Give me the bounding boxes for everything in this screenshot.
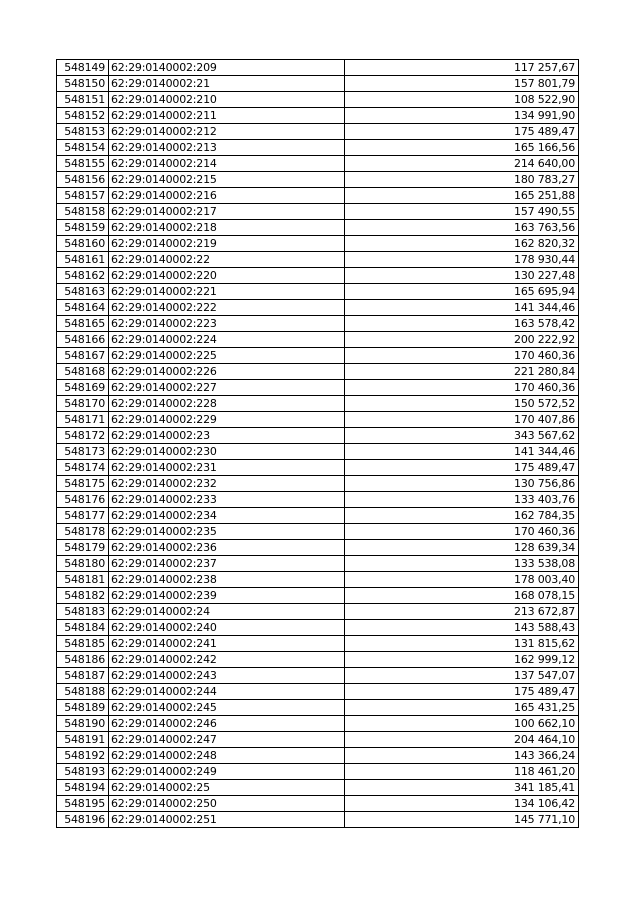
table-body — [57, 60, 579, 828]
row-id-cell: 548171 — [57, 412, 109, 428]
cadastral-number-cell: 62:29:0140002:234 — [109, 508, 345, 524]
cadastral-value-cell: 133 538,08 — [345, 556, 579, 572]
cadastral-value-cell: 157 490,55 — [345, 204, 579, 220]
row-id-cell: 548181 — [57, 572, 109, 588]
table-row — [57, 412, 579, 428]
cadastral-value-cell: 150 572,52 — [345, 396, 579, 412]
cadastral-value-cell: 141 344,46 — [345, 300, 579, 316]
row-id-cell: 548165 — [57, 316, 109, 332]
cadastral-number-cell: 62:29:0140002:237 — [109, 556, 345, 572]
cadastral-number-cell: 62:29:0140002:223 — [109, 316, 345, 332]
row-id-cell: 548151 — [57, 92, 109, 108]
cadastral-number-cell: 62:29:0140002:219 — [109, 236, 345, 252]
row-id-cell: 548162 — [57, 268, 109, 284]
table-row — [57, 300, 579, 316]
row-id-cell: 548184 — [57, 620, 109, 636]
cadastral-number-cell: 62:29:0140002:242 — [109, 652, 345, 668]
row-id-cell: 548187 — [57, 668, 109, 684]
table-row — [57, 796, 579, 812]
row-id-cell: 548177 — [57, 508, 109, 524]
table-row — [57, 444, 579, 460]
cadastral-value-cell: 214 640,00 — [345, 156, 579, 172]
table-row — [57, 204, 579, 220]
cadastral-value-cell: 165 695,94 — [345, 284, 579, 300]
cadastral-number-cell: 62:29:0140002:25 — [109, 780, 345, 796]
row-id-cell: 548178 — [57, 524, 109, 540]
cadastral-value-cell: 133 403,76 — [345, 492, 579, 508]
row-id-cell: 548156 — [57, 172, 109, 188]
table-row — [57, 172, 579, 188]
table-row — [57, 220, 579, 236]
cadastral-value-cell: 170 460,36 — [345, 524, 579, 540]
cadastral-value-cell: 200 222,92 — [345, 332, 579, 348]
table-row — [57, 684, 579, 700]
cadastral-value-cell: 165 431,25 — [345, 700, 579, 716]
row-id-cell: 548168 — [57, 364, 109, 380]
table-row — [57, 76, 579, 92]
table-row — [57, 316, 579, 332]
cadastral-number-cell: 62:29:0140002:229 — [109, 412, 345, 428]
cadastral-value-cell: 134 106,42 — [345, 796, 579, 812]
table-row — [57, 540, 579, 556]
cadastral-value-cell: 175 489,47 — [345, 684, 579, 700]
cadastral-number-cell: 62:29:0140002:226 — [109, 364, 345, 380]
row-id-cell: 548154 — [57, 140, 109, 156]
row-id-cell: 548150 — [57, 76, 109, 92]
row-id-cell: 548149 — [57, 60, 109, 76]
cadastral-number-cell: 62:29:0140002:244 — [109, 684, 345, 700]
table-row — [57, 364, 579, 380]
row-id-cell: 548192 — [57, 748, 109, 764]
cadastral-value-cell: 130 756,86 — [345, 476, 579, 492]
row-id-cell: 548188 — [57, 684, 109, 700]
row-id-cell: 548180 — [57, 556, 109, 572]
table-row — [57, 236, 579, 252]
table-row — [57, 668, 579, 684]
cadastral-number-cell: 62:29:0140002:215 — [109, 172, 345, 188]
table-row — [57, 524, 579, 540]
table-row — [57, 92, 579, 108]
table-row — [57, 60, 579, 76]
cadastral-value-cell: 165 251,88 — [345, 188, 579, 204]
row-id-cell: 548195 — [57, 796, 109, 812]
cadastral-number-cell: 62:29:0140002:236 — [109, 540, 345, 556]
cadastral-value-table — [56, 59, 579, 828]
cadastral-value-cell: 213 672,87 — [345, 604, 579, 620]
cadastral-number-cell: 62:29:0140002:235 — [109, 524, 345, 540]
table-row — [57, 140, 579, 156]
cadastral-value-cell: 143 366,24 — [345, 748, 579, 764]
table-row — [57, 252, 579, 268]
cadastral-number-cell: 62:29:0140002:239 — [109, 588, 345, 604]
cadastral-value-cell: 128 639,34 — [345, 540, 579, 556]
cadastral-number-cell: 62:29:0140002:228 — [109, 396, 345, 412]
table-row — [57, 812, 579, 828]
cadastral-value-cell: 162 784,35 — [345, 508, 579, 524]
cadastral-value-cell: 117 257,67 — [345, 60, 579, 76]
table-row — [57, 572, 579, 588]
cadastral-number-cell: 62:29:0140002:221 — [109, 284, 345, 300]
row-id-cell: 548157 — [57, 188, 109, 204]
table-row — [57, 556, 579, 572]
row-id-cell: 548175 — [57, 476, 109, 492]
row-id-cell: 548167 — [57, 348, 109, 364]
cadastral-value-cell: 162 999,12 — [345, 652, 579, 668]
table-row — [57, 764, 579, 780]
cadastral-number-cell: 62:29:0140002:240 — [109, 620, 345, 636]
row-id-cell: 548172 — [57, 428, 109, 444]
row-id-cell: 548176 — [57, 492, 109, 508]
cadastral-number-cell: 62:29:0140002:211 — [109, 108, 345, 124]
cadastral-value-cell: 341 185,41 — [345, 780, 579, 796]
row-id-cell: 548173 — [57, 444, 109, 460]
table-row — [57, 716, 579, 732]
row-id-cell: 548166 — [57, 332, 109, 348]
cadastral-value-cell: 137 547,07 — [345, 668, 579, 684]
cadastral-number-cell: 62:29:0140002:245 — [109, 700, 345, 716]
cadastral-value-cell: 168 078,15 — [345, 588, 579, 604]
table-row — [57, 748, 579, 764]
cadastral-number-cell: 62:29:0140002:247 — [109, 732, 345, 748]
table-row — [57, 284, 579, 300]
row-id-cell: 548194 — [57, 780, 109, 796]
cadastral-number-cell: 62:29:0140002:249 — [109, 764, 345, 780]
cadastral-value-cell: 131 815,62 — [345, 636, 579, 652]
row-id-cell: 548160 — [57, 236, 109, 252]
row-id-cell: 548174 — [57, 460, 109, 476]
cadastral-value-cell: 178 003,40 — [345, 572, 579, 588]
row-id-cell: 548185 — [57, 636, 109, 652]
row-id-cell: 548183 — [57, 604, 109, 620]
cadastral-number-cell: 62:29:0140002:251 — [109, 812, 345, 828]
cadastral-value-cell: 143 588,43 — [345, 620, 579, 636]
table-row — [57, 604, 579, 620]
cadastral-value-cell: 170 460,36 — [345, 348, 579, 364]
cadastral-number-cell: 62:29:0140002:224 — [109, 332, 345, 348]
cadastral-value-cell: 162 820,32 — [345, 236, 579, 252]
cadastral-number-cell: 62:29:0140002:213 — [109, 140, 345, 156]
cadastral-value-cell: 170 407,86 — [345, 412, 579, 428]
cadastral-value-cell: 141 344,46 — [345, 444, 579, 460]
row-id-cell: 548152 — [57, 108, 109, 124]
table-row — [57, 620, 579, 636]
table-row — [57, 348, 579, 364]
cadastral-value-cell: 170 460,36 — [345, 380, 579, 396]
cadastral-number-cell: 62:29:0140002:222 — [109, 300, 345, 316]
row-id-cell: 548169 — [57, 380, 109, 396]
row-id-cell: 548158 — [57, 204, 109, 220]
cadastral-number-cell: 62:29:0140002:22 — [109, 252, 345, 268]
cadastral-number-cell: 62:29:0140002:217 — [109, 204, 345, 220]
table-row — [57, 732, 579, 748]
cadastral-value-cell: 163 578,42 — [345, 316, 579, 332]
cadastral-number-cell: 62:29:0140002:225 — [109, 348, 345, 364]
cadastral-number-cell: 62:29:0140002:233 — [109, 492, 345, 508]
row-id-cell: 548182 — [57, 588, 109, 604]
cadastral-number-cell: 62:29:0140002:246 — [109, 716, 345, 732]
cadastral-number-cell: 62:29:0140002:21 — [109, 76, 345, 92]
cadastral-number-cell: 62:29:0140002:248 — [109, 748, 345, 764]
row-id-cell: 548153 — [57, 124, 109, 140]
table-row — [57, 396, 579, 412]
cadastral-value-cell: 175 489,47 — [345, 460, 579, 476]
table-row — [57, 508, 579, 524]
cadastral-value-cell: 157 801,79 — [345, 76, 579, 92]
cadastral-number-cell: 62:29:0140002:216 — [109, 188, 345, 204]
cadastral-value-cell: 108 522,90 — [345, 92, 579, 108]
row-id-cell: 548193 — [57, 764, 109, 780]
row-id-cell: 548191 — [57, 732, 109, 748]
row-id-cell: 548190 — [57, 716, 109, 732]
cadastral-value-cell: 163 763,56 — [345, 220, 579, 236]
cadastral-value-cell: 100 662,10 — [345, 716, 579, 732]
cadastral-number-cell: 62:29:0140002:220 — [109, 268, 345, 284]
cadastral-number-cell: 62:29:0140002:210 — [109, 92, 345, 108]
row-id-cell: 548186 — [57, 652, 109, 668]
cadastral-value-cell: 221 280,84 — [345, 364, 579, 380]
table-row — [57, 124, 579, 140]
table-row — [57, 652, 579, 668]
row-id-cell: 548163 — [57, 284, 109, 300]
cadastral-number-cell: 62:29:0140002:218 — [109, 220, 345, 236]
row-id-cell: 548170 — [57, 396, 109, 412]
table-row — [57, 476, 579, 492]
cadastral-value-cell: 134 991,90 — [345, 108, 579, 124]
cadastral-number-cell: 62:29:0140002:231 — [109, 460, 345, 476]
cadastral-value-cell: 178 930,44 — [345, 252, 579, 268]
table-row — [57, 108, 579, 124]
cadastral-value-cell: 204 464,10 — [345, 732, 579, 748]
table-row — [57, 332, 579, 348]
table-row — [57, 460, 579, 476]
row-id-cell: 548179 — [57, 540, 109, 556]
cadastral-number-cell: 62:29:0140002:212 — [109, 124, 345, 140]
table-row — [57, 380, 579, 396]
cadastral-value-cell: 175 489,47 — [345, 124, 579, 140]
table-row — [57, 588, 579, 604]
cadastral-number-cell: 62:29:0140002:24 — [109, 604, 345, 620]
cadastral-number-cell: 62:29:0140002:241 — [109, 636, 345, 652]
table-row — [57, 268, 579, 284]
table-row — [57, 492, 579, 508]
cadastral-number-cell: 62:29:0140002:227 — [109, 380, 345, 396]
cadastral-number-cell: 62:29:0140002:23 — [109, 428, 345, 444]
cadastral-value-cell: 343 567,62 — [345, 428, 579, 444]
table-row — [57, 780, 579, 796]
table-row — [57, 188, 579, 204]
cadastral-value-cell: 180 783,27 — [345, 172, 579, 188]
row-id-cell: 548155 — [57, 156, 109, 172]
cadastral-value-cell: 145 771,10 — [345, 812, 579, 828]
cadastral-value-cell: 165 166,56 — [345, 140, 579, 156]
cadastral-value-cell: 130 227,48 — [345, 268, 579, 284]
cadastral-value-cell: 118 461,20 — [345, 764, 579, 780]
row-id-cell: 548189 — [57, 700, 109, 716]
cadastral-number-cell: 62:29:0140002:230 — [109, 444, 345, 460]
cadastral-number-cell: 62:29:0140002:238 — [109, 572, 345, 588]
cadastral-number-cell: 62:29:0140002:209 — [109, 60, 345, 76]
row-id-cell: 548159 — [57, 220, 109, 236]
table-row — [57, 636, 579, 652]
row-id-cell: 548161 — [57, 252, 109, 268]
cadastral-number-cell: 62:29:0140002:232 — [109, 476, 345, 492]
row-id-cell: 548164 — [57, 300, 109, 316]
table-row — [57, 156, 579, 172]
cadastral-number-cell: 62:29:0140002:214 — [109, 156, 345, 172]
table-row — [57, 428, 579, 444]
row-id-cell: 548196 — [57, 812, 109, 828]
cadastral-number-cell: 62:29:0140002:243 — [109, 668, 345, 684]
cadastral-number-cell: 62:29:0140002:250 — [109, 796, 345, 812]
table-row — [57, 700, 579, 716]
